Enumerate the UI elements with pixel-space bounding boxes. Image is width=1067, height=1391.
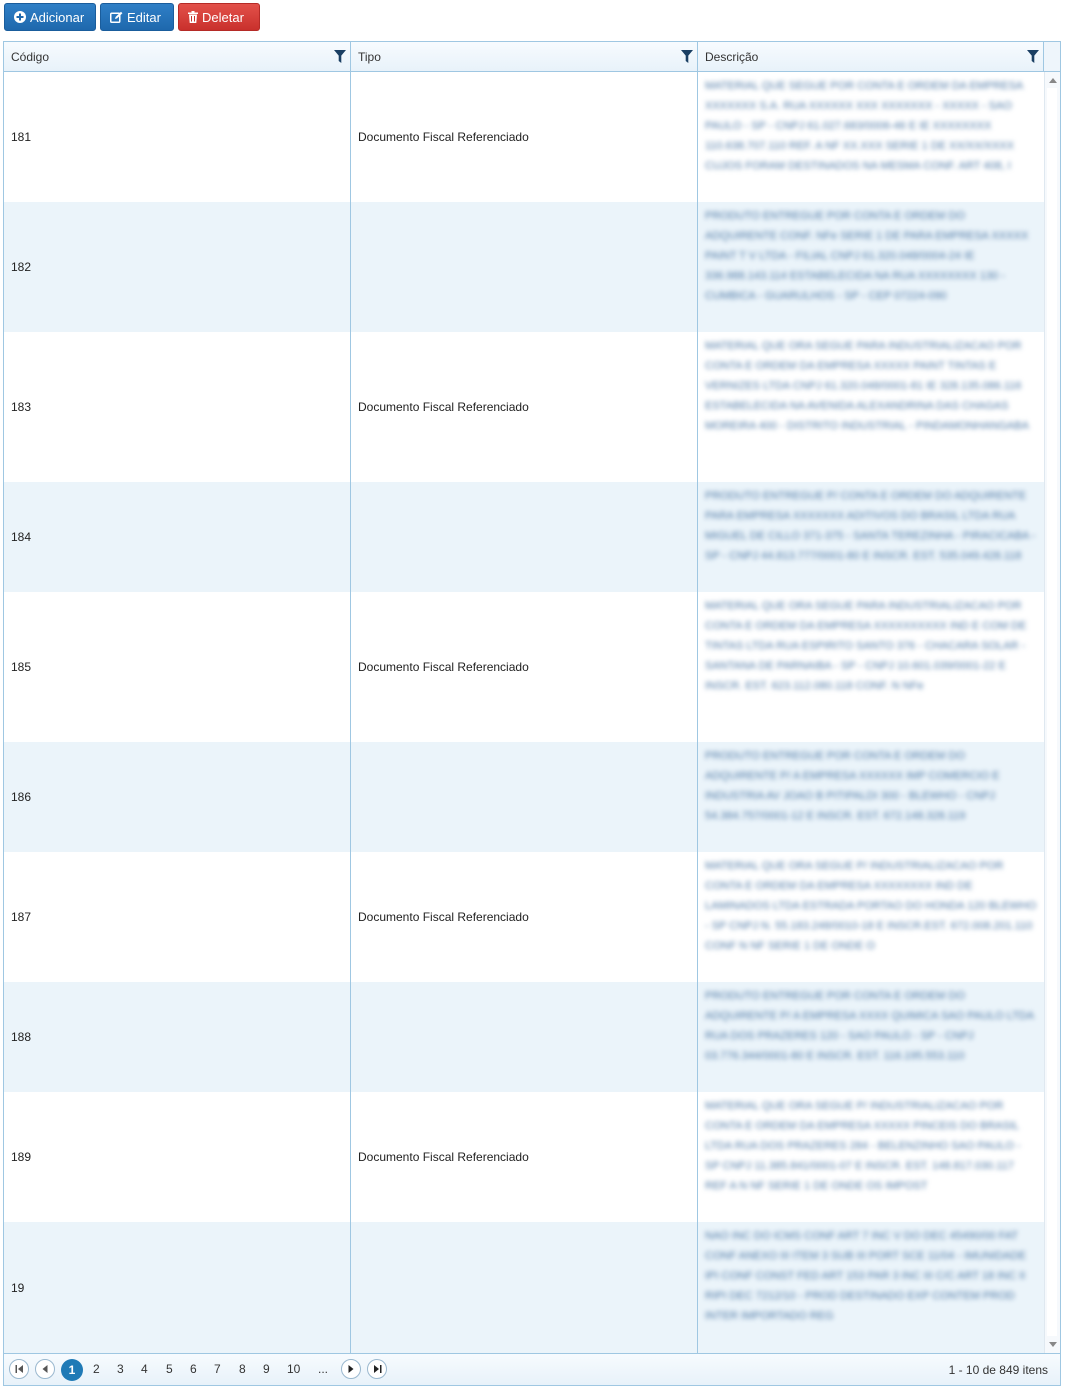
toolbar [4, 3, 260, 31]
filter-icon[interactable] [334, 50, 346, 63]
cell-tipo: Documento Fiscal Referenciado [351, 852, 698, 982]
prev-page-icon [42, 1362, 48, 1376]
page-link-current[interactable]: 1 [61, 1359, 83, 1381]
last-page-icon [373, 1362, 382, 1376]
table-row[interactable] [4, 742, 1044, 852]
trash-icon [188, 11, 198, 23]
page-link[interactable]: 9 [263, 1362, 270, 1376]
data-grid [3, 41, 1061, 1386]
cell-descricao: MATERIAL QUE ORA SEGUE PARA INDUSTRIALIZACAO POR CONTA E ORDEM DA EMPRESA XXXXX PAINT TINTAS E VERNIZES LTDA CNPJ 61.320.048/0001-81 IE 328.135.086.116 ESTABELECIDA NA AVENIDA ALEXANDRINA DAS CHAGAS MOREIRA 400 - DISTRITO INDUSTRIAL - PINDAMONHANGABA [705, 340, 1029, 432]
page-link[interactable]: 10 [287, 1362, 301, 1376]
cell-codigo: 189 [4, 1092, 351, 1222]
edit-icon [110, 11, 123, 23]
grid-body [4, 72, 1044, 1353]
cell-descricao: MATERIAL QUE ORA SEGUE P/ INDUSTRIALIZACAO POR CONTA E ORDEM DA EMPRESA XXXXX PINCEIS DO BRASIL LTDA RUA DOS PRAZERES 284 - BELENZINHO SAO PAULO - SP CNPJ 11.385.841/0001-07 E INSCR. EST. 148.817.030.117 REF A N NF SERIE 1 DE ONDE OS IMPOST [705, 1100, 1021, 1192]
edit-button-label: Editar [127, 9, 161, 25]
table-row[interactable] [4, 72, 1044, 202]
grid-header [4, 42, 1060, 72]
first-page-icon [15, 1362, 24, 1376]
column-header-label: Descrição [705, 49, 759, 64]
cell-tipo [351, 1222, 698, 1353]
next-page-icon [348, 1362, 354, 1376]
add-button[interactable] [4, 3, 96, 31]
page-link[interactable]: 6 [190, 1362, 197, 1376]
page-link[interactable]: 2 [93, 1362, 100, 1376]
cell-tipo [351, 482, 698, 592]
first-page-button[interactable] [9, 1359, 29, 1379]
cell-descricao: PRODUTO ENTREGUE POR CONTA E ORDEM DO ADQUIRENTE CONF. NFe SERIE 1 DE PARA EMPRESA XXXXX PAINT T V LTDA - FILIAL CNPJ 61.320.048/0004-24 IE 336.988.143.114 ESTABELECIDA NA RUA XXXXXXXX 130 - CUMBICA - GUARULHOS - SP - CEP 07224-090 [705, 210, 1029, 302]
page-link[interactable]: 5 [166, 1362, 173, 1376]
plus-circle-icon [14, 11, 26, 23]
column-header-label: Tipo [358, 49, 381, 64]
table-row[interactable] [4, 202, 1044, 332]
vertical-scrollbar[interactable] [1044, 72, 1060, 1353]
cell-tipo: Documento Fiscal Referenciado [351, 72, 698, 202]
column-header-codigo[interactable] [4, 42, 351, 71]
header-scroll-spacer [1044, 42, 1060, 71]
edit-button[interactable] [100, 3, 174, 31]
scroll-up-icon[interactable] [1049, 78, 1057, 83]
cell-tipo [351, 202, 698, 332]
delete-button-label: Deletar [202, 9, 244, 25]
table-row[interactable] [4, 1222, 1044, 1353]
cell-tipo: Documento Fiscal Referenciado [351, 1092, 698, 1222]
pager-info: 1 - 10 de 849 itens [948, 1363, 1048, 1377]
filter-icon[interactable] [681, 50, 693, 63]
page-link[interactable]: 4 [141, 1362, 148, 1376]
cell-codigo: 184 [4, 482, 351, 592]
table-row[interactable] [4, 852, 1044, 982]
table-row[interactable] [4, 1092, 1044, 1222]
cell-tipo [351, 742, 698, 852]
cell-codigo: 187 [4, 852, 351, 982]
cell-descricao: MATERIAL QUE ORA SEGUE P/ INDUSTRIALIZACAO POR CONTA E ORDEM DA EMPRESA XXXXXXXX IND DE LAMINADOS LTDA ESTRADA PORTAO DO HONDA 120 BLEWHO - SP CNPJ N. 55.183.248/0010-18 E INSCR.EST. 672.008.201.110 CONF N NF SERIE 1 DE ONDE O [705, 860, 1037, 952]
table-row[interactable] [4, 982, 1044, 1092]
prev-page-button[interactable] [35, 1359, 55, 1379]
delete-button[interactable] [178, 3, 260, 31]
next-page-button[interactable] [341, 1359, 361, 1379]
cell-descricao: MATERIAL QUE SEGUE POR CONTA E ORDEM DA EMPRESA XXXXXXX S.A. RUA XXXXXX XXX XXXXXXX - XXXXX - SAO PAULO - SP - CNPJ 61.027.683/0006-46 E IE XXXXXXXX 110.638.707.110 REF. A NF XX.XXX SERIE 1 DE XX/XX/XXXX CUJOS FORAM DESTINADOS NA MESMA CONF. ART 408, I [705, 80, 1023, 172]
filter-icon[interactable] [1027, 50, 1039, 63]
column-header-descricao[interactable] [698, 42, 1044, 71]
page-link-more[interactable]: ... [318, 1362, 329, 1376]
cell-descricao: NAO INC DO ICMS CONF ART 7 INC V DO DEC 45490/00 FAT CONF ANEXO III ITEM 3 SUB III PORT SCE 11/04 - IMUNIDADE IPI CONF CONST FED ART 153 PAR 3 INC III C/C ART 18 INC II RIPI DEC 7212/10 - PROD DESTINADO EXP CONTEM PROD INTER IMPORTADO REG [705, 1230, 1026, 1322]
column-header-tipo[interactable] [351, 42, 698, 71]
table-row[interactable] [4, 592, 1044, 742]
cell-descricao: PRODUTO ENTREGUE POR CONTA E ORDEM DO ADQUIRENTE P/ A EMPRESA XXXX QUIMICA SAO PAULO LTDA RUA DOS PRAZERES 120 - SAO PAULO - SP - CNPJ 03.776.344/0001-80 E INSCR. EST. 116.195.553.110 [705, 990, 1034, 1062]
page-link[interactable]: 8 [239, 1362, 246, 1376]
table-row[interactable] [4, 482, 1044, 592]
cell-tipo: Documento Fiscal Referenciado [351, 332, 698, 482]
last-page-button[interactable] [367, 1359, 387, 1379]
pager [4, 1353, 1060, 1385]
cell-codigo: 186 [4, 742, 351, 852]
scrollbar-thumb[interactable] [1047, 88, 1057, 1336]
cell-codigo: 181 [4, 72, 351, 202]
table-row[interactable] [4, 332, 1044, 482]
add-button-label: Adicionar [30, 9, 85, 25]
cell-descricao: PRODUTO ENTREGUE POR CONTA E ORDEM DO ADQUIRENTE P/ A EMPRESA XXXXXX IMP COMERCIO E INDUSTRIA AV JOAO B PITIPALDI 300 - BLEWHO - CNPJ 54.384.757/0001-12 E INSCR. EST. 672.148.328.119 [705, 750, 1000, 822]
cell-codigo: 19 [4, 1222, 351, 1353]
page-link[interactable]: 3 [117, 1362, 124, 1376]
page-link[interactable]: 7 [214, 1362, 221, 1376]
cell-tipo [351, 982, 698, 1092]
cell-codigo: 183 [4, 332, 351, 482]
cell-tipo: Documento Fiscal Referenciado [351, 592, 698, 742]
scroll-down-icon[interactable] [1049, 1342, 1057, 1347]
column-header-label: Código [11, 49, 50, 64]
cell-codigo: 185 [4, 592, 351, 742]
cell-descricao: MATERIAL QUE ORA SEGUE PARA INDUSTRIALIZACAO POR CONTA E ORDEM DA EMPRESA XXXXXXXXXX IND E COM DE TINTAS LTDA RUA ESPIRITO SANTO 376 - CHACARA SOLAR - SANTANA DE PARNAIBA - SP - CNPJ 10.601.039/0001-22 E INSCR. EST. 623.112.080.118 CONF. N NFe [705, 600, 1027, 692]
cell-descricao: PRODUTO ENTREGUE P/ CONTA E ORDEM DO ADQUIRENTE PARA EMPRESA XXXXXXX ADITIVOS DO BRASIL LTDA RUA MIGUEL DE CILLO 371-375 - SANTA TEREZINHA - PIRACICABA - SP - CNPJ 44.813.777/0001-80 E INSCR. EST. 535.049.428.118 [705, 490, 1036, 562]
cell-codigo: 188 [4, 982, 351, 1092]
cell-codigo: 182 [4, 202, 351, 332]
